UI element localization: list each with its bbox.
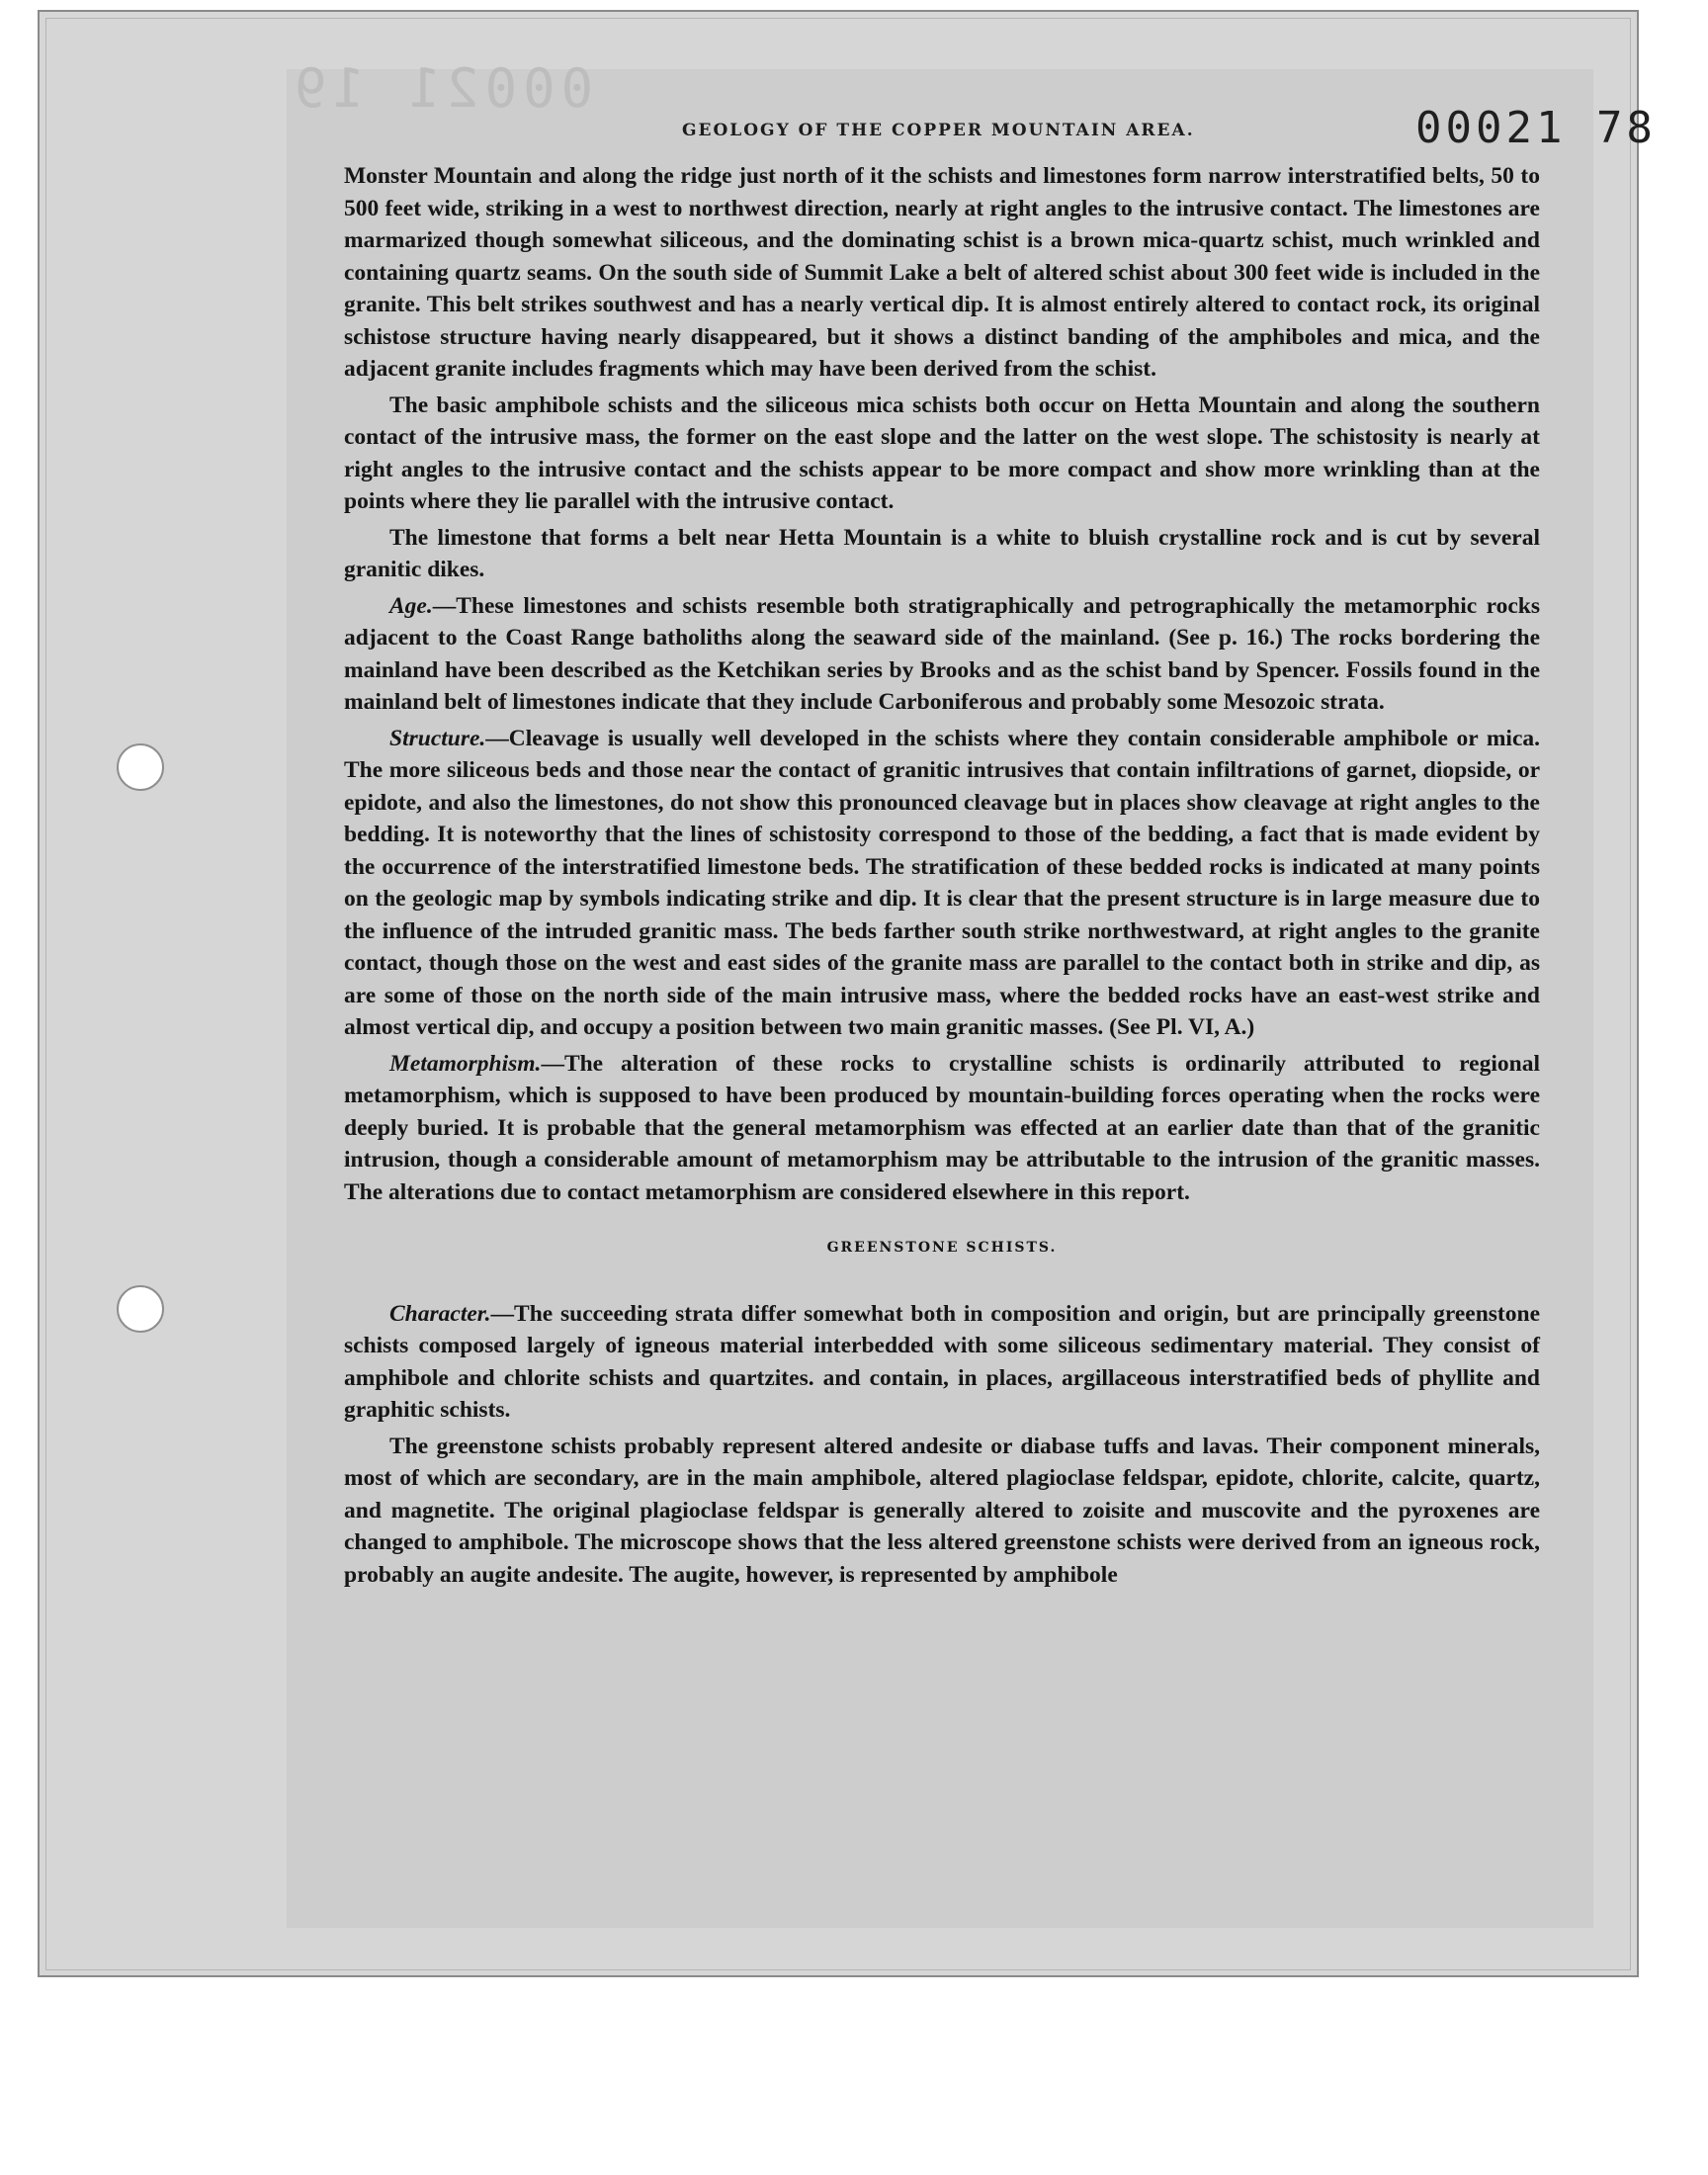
running-head: GEOLOGY OF THE COPPER MOUNTAIN AREA. [682,121,1195,140]
paragraph: The basic amphibole schists and the siliceous mica schists both occur on Hetta Mountain and along the southern contact of the intrusive mass, the former on the east slope and the latter on the west slope. The schistosity is nearly at right angles to the intrusive contact and the schists appear to be more compact and show more wrinkling than at the points where they lie parallel with the intrusive contact. [344,392,1540,514]
structure-text: —Cleavage is usually well developed in the schists where they contain considerable amphibole or mica. The more siliceous beds and those near the contact of granitic intrusives that contain infiltrations of garnet, diopside, or epidote, and also the limestones, do not show this pronounced cleavage but in places show cleavage at right angles to the bedding. It is noteworthy that the lines of schistosity correspond to those of the bedding, a fact that is made evident by the occurrence of the interstratified limestone beds. The stratification of these bedded rocks is indicated at many points on the geologic map by symbols indicating strike and dip. It is clear that the present structure is in large measure due to the influence of the intruded granitic mass. The beds farther south strike northwestward, at right angles to the granite contact, though those on the west and east sides of the granite mass are parallel to the contact both in strike and dip, as are some of those on the north side of the main intrusive mass, where the bedded rocks have an east-west strike and almost vertical dip, and occupy a position between two main granitic masses. (See Pl. VI, A.) [344,725,1540,1040]
age-lead: Age. [389,592,433,619]
metamorphism-paragraph [344,1048,1540,1209]
paragraph: Monster Mountain and along the ridge just north of it the schists and limestones form narrow interstratified belts, 50 to 500 feet wide, striking in a west to northwest direction, nearly at right angles to the intrusive contact. The limestones are marmarized though somewhat siliceous, and the dominating schist is a brown mica-quartz schist, much wrinkled and containing quartz seams. On the south side of Summit Lake a belt of altered schist about 300 feet wide is included in the granite. This belt strikes southwest and has a nearly vertical dip. It is almost entirely altered to contact rock, its original schistose structure having nearly disappeared, but it shows a distinct banding of the amphiboles and mica, and the adjacent granite includes fragments which may have been derived from the schist. [344,163,1540,382]
structure-paragraph [344,723,1540,1044]
character-paragraph [344,1298,1540,1427]
paragraph: The limestone that forms a belt near Hetta Mountain is a white to bluish crystalline rock and is cut by several granitic dikes. [344,524,1540,582]
age-paragraph [344,590,1540,719]
age-text: —These limestones and schists resemble both stratigraphically and petrographically the metamorphic rocks adjacent to the Coast Range batholiths along the seaward side of the mainland. (See p. 16.) The rocks bordering the mainland have been described as the Ketchikan series by Brooks and as the schist band by Spencer. Fossils found in the mainland belt of limestones indicate that they include Carboniferous and probably some Mesozoic strata. [344,592,1540,715]
bleed-through-stamp: 00021 19 [289,57,594,120]
character-text: —The succeeding strata differ somewhat both in composition and origin, but are principally greenstone schists composed largely of igneous material interbedded with some siliceous sedimentary material. They consist of amphibole and chlorite schists and quartzites. and contain, in places, argillaceous interstratified beds of phyllite and graphitic schists. [344,1300,1540,1423]
character-lead: Character. [389,1300,491,1327]
punch-hole-icon [117,1285,164,1333]
body-text [344,160,1540,1591]
structure-lead: Structure. [389,725,486,751]
metamorphism-lead: Metamorphism. [389,1050,542,1077]
bates-number: 00021 78 [1415,103,1657,153]
metamorphism-text: —The alteration of these rocks to crystalline schists is ordinarily attributed to regional metamorphism, which is supposed to have been produced by mountain-building forces operating when the rocks were deeply buried. It is probable that the general metamorphism was effected at an earlier date than that of the granitic intrusion, though a considerable amount of metamorphism may be attributable to the intrusion of the granitic masses. The alterations due to contact metamorphism are considered elsewhere in this report. [344,1050,1540,1205]
punch-hole-icon [117,743,164,791]
paragraph: The greenstone schists probably represent altered andesite or diabase tuffs and lavas. Their component minerals, most of which are secondary, are in the main amphibole, altered plagioclase feldspar, epidote, chlorite, calcite, quartz, and magnetite. The original plagioclase feldspar is generally altered to zoisite and muscovite and the pyroxenes are changed to amphibole. The microscope shows that the less altered greenstone schists were derived from an igneous rock, probably an augite andesite. The augite, however, is represented by amphibole [344,1433,1540,1588]
section-heading: GREENSTONE SCHISTS. [826,1240,1058,1256]
